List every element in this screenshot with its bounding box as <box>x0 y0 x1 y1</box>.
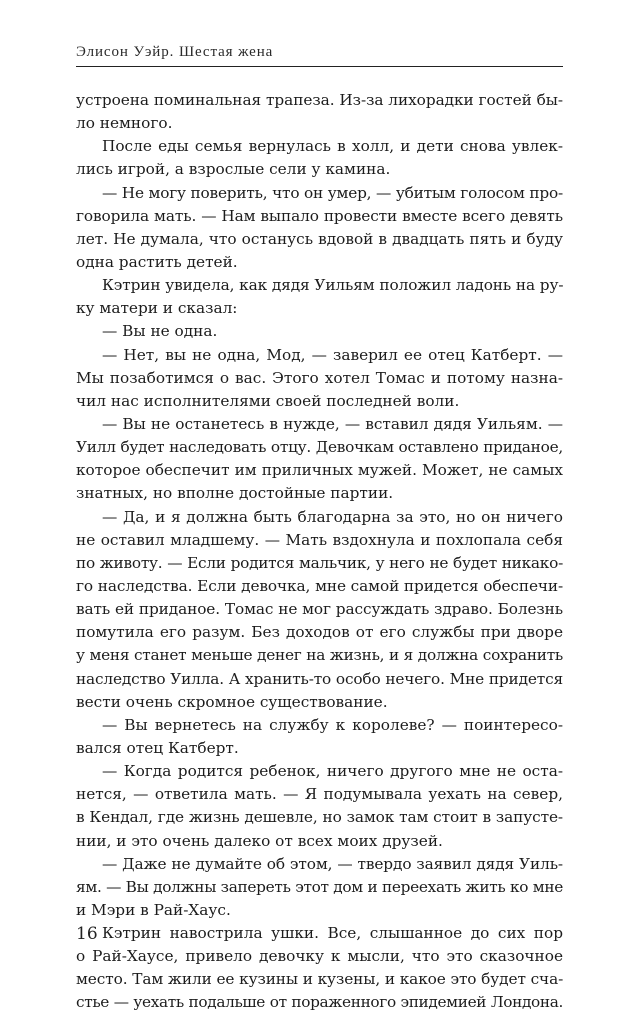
text-line: нется, — ответила мать. — Я подумывала уехать на север, <box>76 785 563 804</box>
text-line: Уилл будет наследовать отцу. Девочкам оставлено приданое, <box>76 438 563 457</box>
text-line: чил нас исполнителями своей последней воли. <box>76 391 460 410</box>
text-line: и Мэри в Рай-Хаус. <box>76 900 231 919</box>
text-line: место. Там жили ее кузины и кузены, и какое это будет сча- <box>76 970 564 989</box>
text-line: — Когда родится ребенок, ничего другого мне не оста- <box>102 762 563 781</box>
text-line: — Вы не останетесь в нужде, — вставил дядя Уильям. — <box>102 414 563 433</box>
text-line: говорила мать. — Нам выпало провести вместе всего девять <box>76 206 563 225</box>
text-line: в Кендал, где жизнь дешевле, но замок там стоит в запусте- <box>76 808 563 827</box>
text-line: стье — уехать подальше от пораженного эпидемией Лондона. <box>76 993 563 1012</box>
text-line: лет. Не думала, что останусь вдовой в двадцать пять и буду <box>76 229 563 248</box>
text-line: устроена поминальная трапеза. Из-за лихорадки гостей бы- <box>76 91 563 109</box>
header-rule <box>76 66 563 67</box>
page-number: 16 <box>76 924 98 944</box>
text-line: наследство Уилла. А хранить-то особо нечего. Мне придется <box>76 669 563 688</box>
text-line: го наследства. Если девочка, мне самой придется обеспечи- <box>76 576 564 595</box>
text-line: вать ей приданое. Томас не мог рассуждать здраво. Болезнь <box>76 600 563 619</box>
text-line: — Да, и я должна быть благодарна за это, но он ничего <box>102 507 563 526</box>
text-line: знатных, но вполне достойные партии. <box>76 484 394 503</box>
text-line: нии, и это очень далеко от всех моих друзей. <box>76 831 443 850</box>
text-line: вести очень скромное существование. <box>76 692 388 711</box>
text-line: ку матери и сказал: <box>76 299 238 318</box>
text-line: — Нет, вы не одна, Мод, — заверил ее отец Катберт. — <box>102 345 563 364</box>
text-line: ло немного. <box>76 114 173 133</box>
running-header: Элисон Уэйр. Шестая жена <box>76 44 274 60</box>
body-text <box>76 89 563 1015</box>
text-line: у меня станет меньше денег на жизнь, и я должна сохранить <box>76 646 563 665</box>
text-line: одна растить детей. <box>76 252 238 271</box>
text-line: После еды семья вернулась в холл, и дети снова увлек- <box>102 137 563 156</box>
text-line: Мы позаботимся о вас. Этого хотел Томас и потому назна- <box>76 368 563 387</box>
text-line: не оставил младшему. — Мать вздохнула и похлопала себя <box>76 530 563 549</box>
text-line: помутила его разум. Без доходов от его службы при дворе <box>76 623 563 642</box>
text-line: — Даже не думайте об этом, — твердо заявил дядя Уиль- <box>102 854 563 873</box>
text-line: — Вы не одна. <box>102 322 218 341</box>
text-line: лись игрой, а взрослые сели у камина. <box>76 160 391 179</box>
text-line: по животу. — Если родится мальчик, у него не будет никако- <box>76 553 563 572</box>
text-line: вался отец Катберт. <box>76 738 239 757</box>
text-line: — Не могу поверить, что он умер, — убитым голосом про- <box>102 183 563 202</box>
text-line: Кэтрин навострила ушки. Все, слышанное до сих пор <box>102 924 563 943</box>
text-line: которое обеспечит им приличных мужей. Может, не самых <box>76 461 563 480</box>
text-line: — Вы вернетесь на службу к королеве? — поинтересо- <box>102 715 563 734</box>
text-line: о Рай-Хаусе, привело девочку к мысли, что это сказочное <box>76 947 563 966</box>
text-line: ям. — Вы должны запереть этот дом и переехать жить ко мне <box>76 877 563 896</box>
text-line: Кэтрин увидела, как дядя Уильям положил ладонь на ру- <box>102 276 564 295</box>
